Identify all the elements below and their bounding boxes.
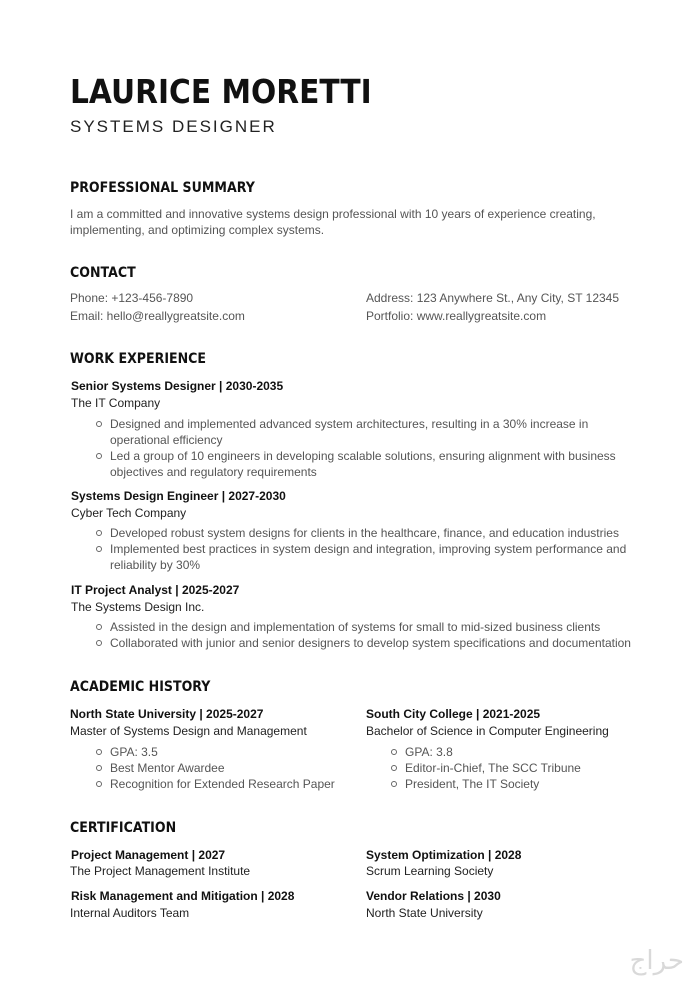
job-company: The Systems Design Inc. [71, 600, 205, 614]
contact-phone: Phone: +123-456-7890 [70, 291, 194, 305]
job-title: Senior Systems Designer | 2030-2035 [71, 379, 284, 393]
contact-heading: CONTACT [70, 265, 136, 281]
job-bullets [70, 525, 626, 573]
summary-line: I am a committed and innovative systems design professional with 10 years of experience creating, [70, 207, 596, 221]
job-bullet: Led a group of 10 engineers in developing scalable solutions, ensuring alignment with business [70, 448, 616, 464]
summary-heading: PROFESSIONAL SUMMARY [70, 180, 255, 196]
watermark-logo: حراج [629, 946, 684, 976]
job-bullet: Collaborated with junior and senior designers to develop system specifications and documentation [70, 635, 631, 651]
job-bullet-continuation: objectives and regulatory requirements [110, 465, 317, 479]
school-bullet: GPA: 3.8 [365, 744, 581, 760]
candidate-name: LAURICE MORETTI [70, 72, 372, 111]
job-bullet: Implemented best practices in system design and integration, improving system performance and [70, 541, 626, 557]
contact-address: Address: 123 Anywhere St., Any City, ST 12345 [366, 291, 620, 305]
school-bullet: Best Mentor Awardee [70, 760, 335, 776]
work-heading: WORK EXPERIENCE [70, 351, 207, 367]
job-bullet: Designed and implemented advanced system architectures, resulting in a 30% increase in [70, 416, 616, 432]
job-bullets [70, 619, 631, 651]
school-bullet: President, The IT Society [365, 776, 581, 792]
summary-line: implementing, and optimizing complex systems. [70, 223, 325, 237]
cert-title: Project Management | 2027 [71, 848, 226, 862]
cert-title: Risk Management and Mitigation | 2028 [71, 889, 295, 903]
certification-heading: CERTIFICATION [70, 820, 177, 836]
job-company: Cyber Tech Company [71, 506, 187, 520]
school-title: South City College | 2021-2025 [366, 707, 541, 721]
cert-issuer: Internal Auditors Team [70, 906, 190, 920]
school-degree: Bachelor of Science in Computer Engineering [366, 724, 609, 738]
candidate-title: SYSTEMS DESIGNER [70, 117, 277, 136]
job-title: Systems Design Engineer | 2027-2030 [71, 489, 286, 503]
contact-portfolio: Portfolio: www.reallygreatsite.com [366, 309, 547, 323]
job-company: The IT Company [71, 396, 161, 410]
cert-title: System Optimization | 2028 [366, 848, 522, 862]
job-bullet: Developed robust system designs for clients in the healthcare, finance, and education industries [70, 525, 626, 541]
cert-issuer: Scrum Learning Society [366, 864, 494, 878]
job-bullet-continuation: reliability by 30% [110, 558, 201, 572]
school-bullets [365, 744, 581, 792]
school-bullet: Recognition for Extended Research Paper [70, 776, 335, 792]
cert-title: Vendor Relations | 2030 [366, 889, 501, 903]
education-heading: ACADEMIC HISTORY [70, 679, 211, 695]
school-bullets [70, 744, 335, 792]
school-title: North State University | 2025-2027 [70, 707, 264, 721]
cert-issuer: North State University [366, 906, 483, 920]
contact-email: Email: hello@reallygreatsite.com [70, 309, 245, 323]
school-degree: Master of Systems Design and Management [70, 724, 307, 738]
cert-issuer: The Project Management Institute [70, 864, 251, 878]
school-bullet: Editor-in-Chief, The SCC Tribune [365, 760, 581, 776]
job-bullet: Assisted in the design and implementation of systems for small to mid-sized business clients [70, 619, 631, 635]
job-bullets [70, 416, 616, 480]
school-bullet: GPA: 3.5 [70, 744, 335, 760]
job-title: IT Project Analyst | 2025-2027 [71, 583, 240, 597]
job-bullet-continuation: operational efficiency [110, 433, 223, 447]
